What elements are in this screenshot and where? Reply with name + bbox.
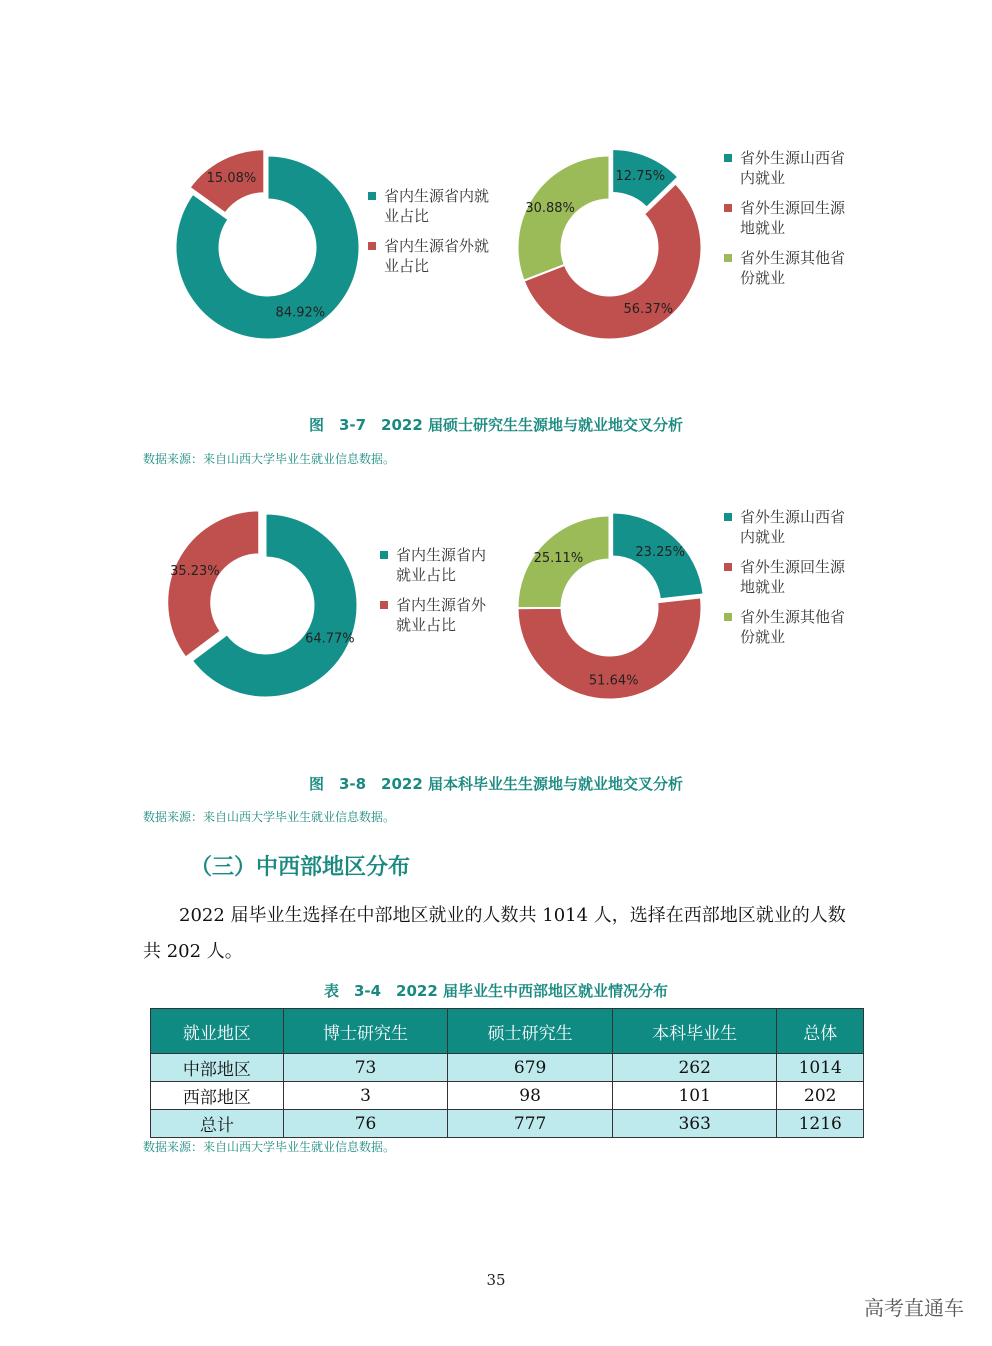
- data-label: 15.08%: [206, 171, 257, 187]
- legend-swatch: [368, 242, 376, 250]
- table-cell: 262: [612, 1054, 777, 1082]
- legend-label: 省外生源其他省份就业: [740, 608, 846, 646]
- legend-label: 省外生源山西省内就业: [740, 508, 846, 546]
- legend-master-local: [368, 186, 494, 286]
- legend-swatch: [380, 601, 388, 609]
- legend-label: 省内生源省内就业占比: [384, 187, 490, 225]
- region-employment-table: [150, 1008, 864, 1138]
- table-cell: 西部地区: [151, 1082, 284, 1110]
- legend-undergrad-external: [724, 507, 850, 657]
- legend-item: [724, 507, 850, 547]
- legend-swatch: [368, 192, 376, 200]
- legend-swatch: [724, 204, 732, 212]
- donut-slice: [167, 510, 259, 657]
- body-paragraph: 2022 届毕业生选择在中部地区就业的人数共 1014 人，选择在西部地区就业的人数共 202 人。: [143, 905, 846, 962]
- legend-label: 省外生源山西省内就业: [740, 149, 846, 187]
- legend-swatch: [724, 513, 732, 521]
- data-label: 84.92%: [275, 305, 326, 321]
- data-label: 51.64%: [588, 673, 639, 689]
- watermark: 高考直通车: [864, 1296, 964, 1320]
- legend-item: [724, 148, 850, 188]
- figure-caption: 图 3-8 2022 届本科毕业生生源地与就业地交叉分析: [308, 775, 684, 793]
- table-row: [151, 1054, 864, 1082]
- data-source-note: 数据来源：来自山西大学毕业生就业信息数据。: [143, 452, 396, 466]
- data-label: 64.77%: [305, 631, 355, 647]
- data-label: 12.75%: [615, 168, 666, 184]
- legend-item: [724, 557, 850, 597]
- table-cell: 73: [283, 1054, 448, 1082]
- legend-swatch: [724, 613, 732, 621]
- donut-chart-master-external: [512, 150, 707, 345]
- legend-label: 省外生源回生源地就业: [740, 199, 846, 237]
- table-cell: 中部地区: [151, 1054, 284, 1082]
- data-source-note: 数据来源：来自山西大学毕业生就业信息数据。: [143, 810, 396, 824]
- table-row: [151, 1082, 864, 1110]
- legend-label: 省外生源其他省份就业: [740, 249, 846, 287]
- legend-swatch: [724, 254, 732, 262]
- donut-chart-master-local: [170, 150, 365, 345]
- legend-undergrad-local: [380, 545, 496, 645]
- table-caption: 表 3-4 2022 届毕业生中西部地区就业情况分布: [323, 982, 669, 1000]
- legend-label: 省内生源省外就业占比: [384, 237, 490, 275]
- table-cell: 679: [448, 1054, 613, 1082]
- donut-chart-undergrad-external: [512, 510, 707, 705]
- donut-chart-undergrad-local: [168, 508, 363, 703]
- table-cell: 1216: [777, 1110, 864, 1138]
- table-cell: 总计: [151, 1110, 284, 1138]
- column-header: 总体: [777, 1009, 864, 1054]
- page-number: 35: [486, 1271, 506, 1289]
- section-heading: （三）中西部地区分布: [190, 855, 411, 880]
- legend-item: [724, 607, 850, 647]
- figure-caption: 图 3-7 2022 届硕士研究生生源地与就业地交叉分析: [308, 416, 684, 434]
- legend-label: 省内生源省内就业占比: [396, 546, 487, 584]
- data-label: 35.23%: [170, 564, 220, 580]
- table-row: [151, 1110, 864, 1138]
- table-cell: 3: [283, 1082, 448, 1110]
- column-header: 博士研究生: [283, 1009, 448, 1054]
- column-header: 本科毕业生: [612, 1009, 777, 1054]
- table-cell: 777: [448, 1110, 613, 1138]
- data-source-note: 数据来源：来自山西大学毕业生就业信息数据。: [143, 1140, 396, 1154]
- donut-slice: [518, 156, 610, 281]
- table-cell: 1014: [777, 1054, 864, 1082]
- table-cell: 101: [612, 1082, 777, 1110]
- legend-label: 省内生源省外就业占比: [396, 596, 487, 634]
- legend-swatch: [724, 154, 732, 162]
- column-header: 就业地区: [151, 1009, 284, 1054]
- data-label: 30.88%: [525, 200, 575, 216]
- legend-item: [368, 236, 494, 276]
- data-label: 23.25%: [635, 544, 685, 560]
- legend-item: [368, 186, 494, 226]
- table-cell: 98: [448, 1082, 613, 1110]
- legend-item: [380, 545, 496, 585]
- table-cell: 76: [283, 1110, 448, 1138]
- legend-swatch: [724, 563, 732, 571]
- legend-swatch: [380, 551, 388, 559]
- legend-master-external: [724, 148, 850, 298]
- data-label: 25.11%: [533, 550, 584, 566]
- data-label: 56.37%: [623, 302, 674, 318]
- column-header: 硕士研究生: [448, 1009, 613, 1054]
- legend-item: [724, 198, 850, 238]
- legend-label: 省外生源回生源地就业: [740, 558, 846, 596]
- table-cell: 363: [612, 1110, 777, 1138]
- legend-item: [724, 248, 850, 288]
- table-header-row: [151, 1009, 864, 1054]
- legend-item: [380, 595, 496, 635]
- table-cell: 202: [777, 1082, 864, 1110]
